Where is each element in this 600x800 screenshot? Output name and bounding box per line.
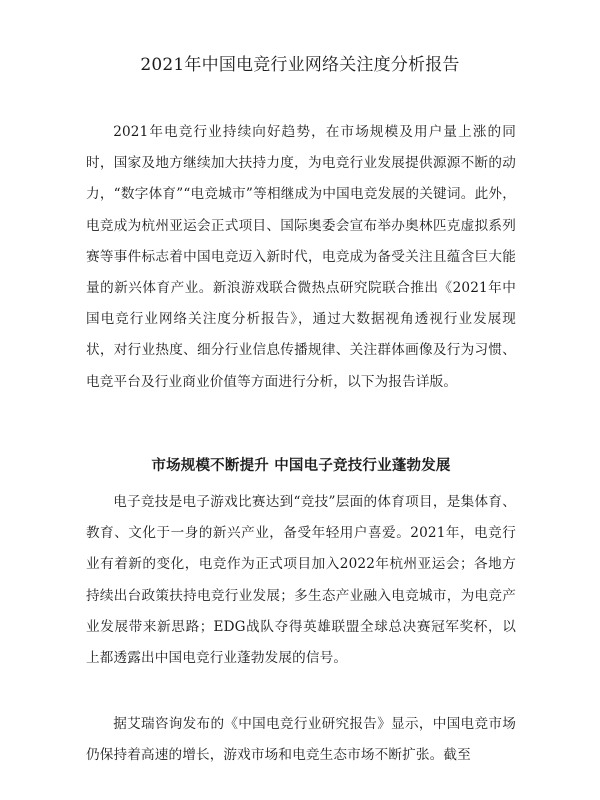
section-paragraph-esports: 电子竞技是电子游戏比赛达到“竞技”层面的体育项目，是集体育、教育、文化于一身的新兴产业，备受年轻用户喜爱。2021年，电竞行业有着新的变化，电竞作为正式项目加入2022年杭州亚运会；各地方持续出台政策扶持电竞行业发展；多生态产业融入电竞城市，为电竞产业发展带来新思路；EDG战队夺得英雄联盟全球总决赛冠军奖杯，以上都透露出中国电竞行业蓬勃发展的信号。 xyxy=(86,494,516,667)
intro-paragraph: 2021年电竞行业持续向好趋势，在市场规模及用户量上涨的同时，国家及地方继续加大扶持力度，为电竞行业发展提供源源不断的动力，“数字体育”“电竞城市”等相继成为中国电竞发展的关键词。此外，电竞成为杭州亚运会正式项目、国际奥委会宣布举办奥林匹克虚拟系列赛等事件标志着中国电竞迈入新时代，电竞成为备受关注且蕴含巨大能量的新兴体育产业。新浪游戏联合微热点研究院联合推出《2021年中国电竞行业网络关注度分析报告》，通过大数据视角透视行业发展现状，对行业热度、细分行业信息传播规律、关注群体画像及行为习惯、电竞平台及行业商业价值等方面进行分析，以下为报告详版。 xyxy=(86,124,516,390)
section-paragraph-report: 据艾瑞咨询发布的《中国电竞行业研究报告》显示，中国电竞市场仍保持着高速的增长，游戏市场和电竞生态市场不断扩张。截至 xyxy=(86,716,516,764)
section-heading: 市场规模不断提升 中国电子竞技行业蓬勃发展 xyxy=(151,457,451,474)
document-title: 2021年中国电竞行业网络关注度分析报告 xyxy=(140,55,460,75)
